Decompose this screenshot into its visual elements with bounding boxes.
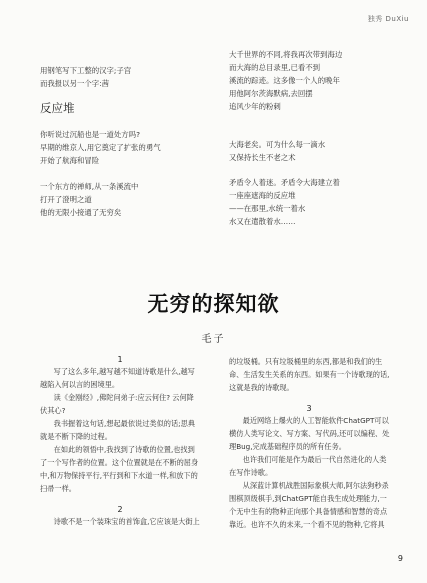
running-header: 独秀 DuXiu [367, 15, 409, 23]
poem-left-stanza-3 [40, 180, 138, 219]
paragraph: 最近网络上爆火的人工智能软件ChatGPT可以横仿人类写论文、写方案、写代码,还可以编程、处理Bug,完成基础程序员的所有任务。 [229, 416, 390, 451]
poem-line: 用他阿尔茨海默病,去回摆 [229, 89, 313, 98]
article-title: 无穷的探知欲 [147, 292, 280, 316]
section-number: 2 [117, 505, 123, 514]
paragraph: 从深蓝计算机战胜国际象棋大师,阿尔法狗秒杀围棋顶级棋手,到ChatGPT能自我生成处理能力,一个无中生有的物种正向那个具备情感和智慧的奇点靠近。也许不久的未来,一个看不见的物种,它将具 [229, 481, 389, 529]
article-column-right [229, 355, 391, 531]
poem-heading: 反应堆 [40, 101, 75, 115]
poem-line: 打开了澄明之道 [40, 195, 92, 204]
poem-right-stanza-3 [229, 176, 340, 228]
paragraph: 诗歌不是一个装珠宝的首饰盒,它应该是大街上 [53, 517, 200, 526]
poem-line: 而我报以另一个字:茜 [40, 79, 110, 88]
page-number: 9 [397, 554, 403, 563]
poem-line: 用钢笔写下工整的汉字;子宫 [40, 66, 132, 75]
poem-line: 溪流的踪迹。这多像一个人的晚年 [229, 76, 340, 85]
poem-line: 大海老矣。可为什么每一滴水 [229, 140, 326, 149]
poem-line: 开始了航海和冒险 [40, 156, 100, 165]
poem-line: 追风少年的粉刺 [229, 102, 281, 111]
poem-line: 又保持长生不老之术 [229, 153, 296, 162]
article-column-left [40, 355, 200, 528]
section-number: 1 [117, 355, 123, 364]
poem-line: 而大海的总目录里,已看不到 [229, 63, 321, 72]
poem-right-stanza-1 [229, 48, 342, 113]
poem-left-stanza-1 [40, 64, 131, 90]
paragraph: 读《金刚经》,佛陀问弟子:应云何住? 云何降伏其心? [40, 393, 194, 415]
poem-line: 水又在遣散着水…… [229, 217, 296, 226]
poem-line: ——在那里,水统一着水 [229, 204, 306, 213]
poem-line: 你听说过沉船也是一道处方吗? [40, 130, 141, 139]
paragraph: 我书握着这句话,想起最依说过类似的话;思典就是不断下降的过程。 [40, 419, 195, 441]
poem-right-stanza-2 [229, 138, 325, 164]
article-author: 毛子 [201, 334, 226, 345]
poem-line: 矛盾令人着迷。矛盾令大海建立着 [229, 178, 340, 187]
poem-line: 大千世界的不同,将我再次带到海边 [229, 50, 343, 59]
section-number: 3 [306, 404, 312, 413]
paragraph: 写了这么多年,越写越不知道诗歌是什么,越写越陷入何以言的困境里。 [40, 367, 195, 389]
poem-line: 他的无限小接通了无穷矣 [40, 208, 122, 217]
poem-line: 早期的维京人,用它奠定了扩张的勇气 [40, 143, 161, 152]
paragraph: 的垃圾桶。只有垃圾桶里的东西,都是和我们的生命、生活发生关系的东西。如果有一个诗歌现的话,这就是我的诗歌现。 [229, 357, 390, 392]
paragraph: 在如此的领悟中,我找到了诗歌的位置,也找到了一个写作者的位置。这个位置就是在不断的屈身中,和万物保持平行,平行到和下水道一样,和放下的扫帚一样。 [40, 445, 199, 493]
poem-line: 一座座遮海的反应堆 [229, 191, 296, 200]
paragraph: 也许我们可能是作为最后一代自然进化的人类在写作诗歌。 [229, 455, 387, 477]
poem-left-stanza-2 [40, 128, 161, 167]
poem-line: 一个东方的禅师,从一条溪流中 [40, 182, 139, 191]
